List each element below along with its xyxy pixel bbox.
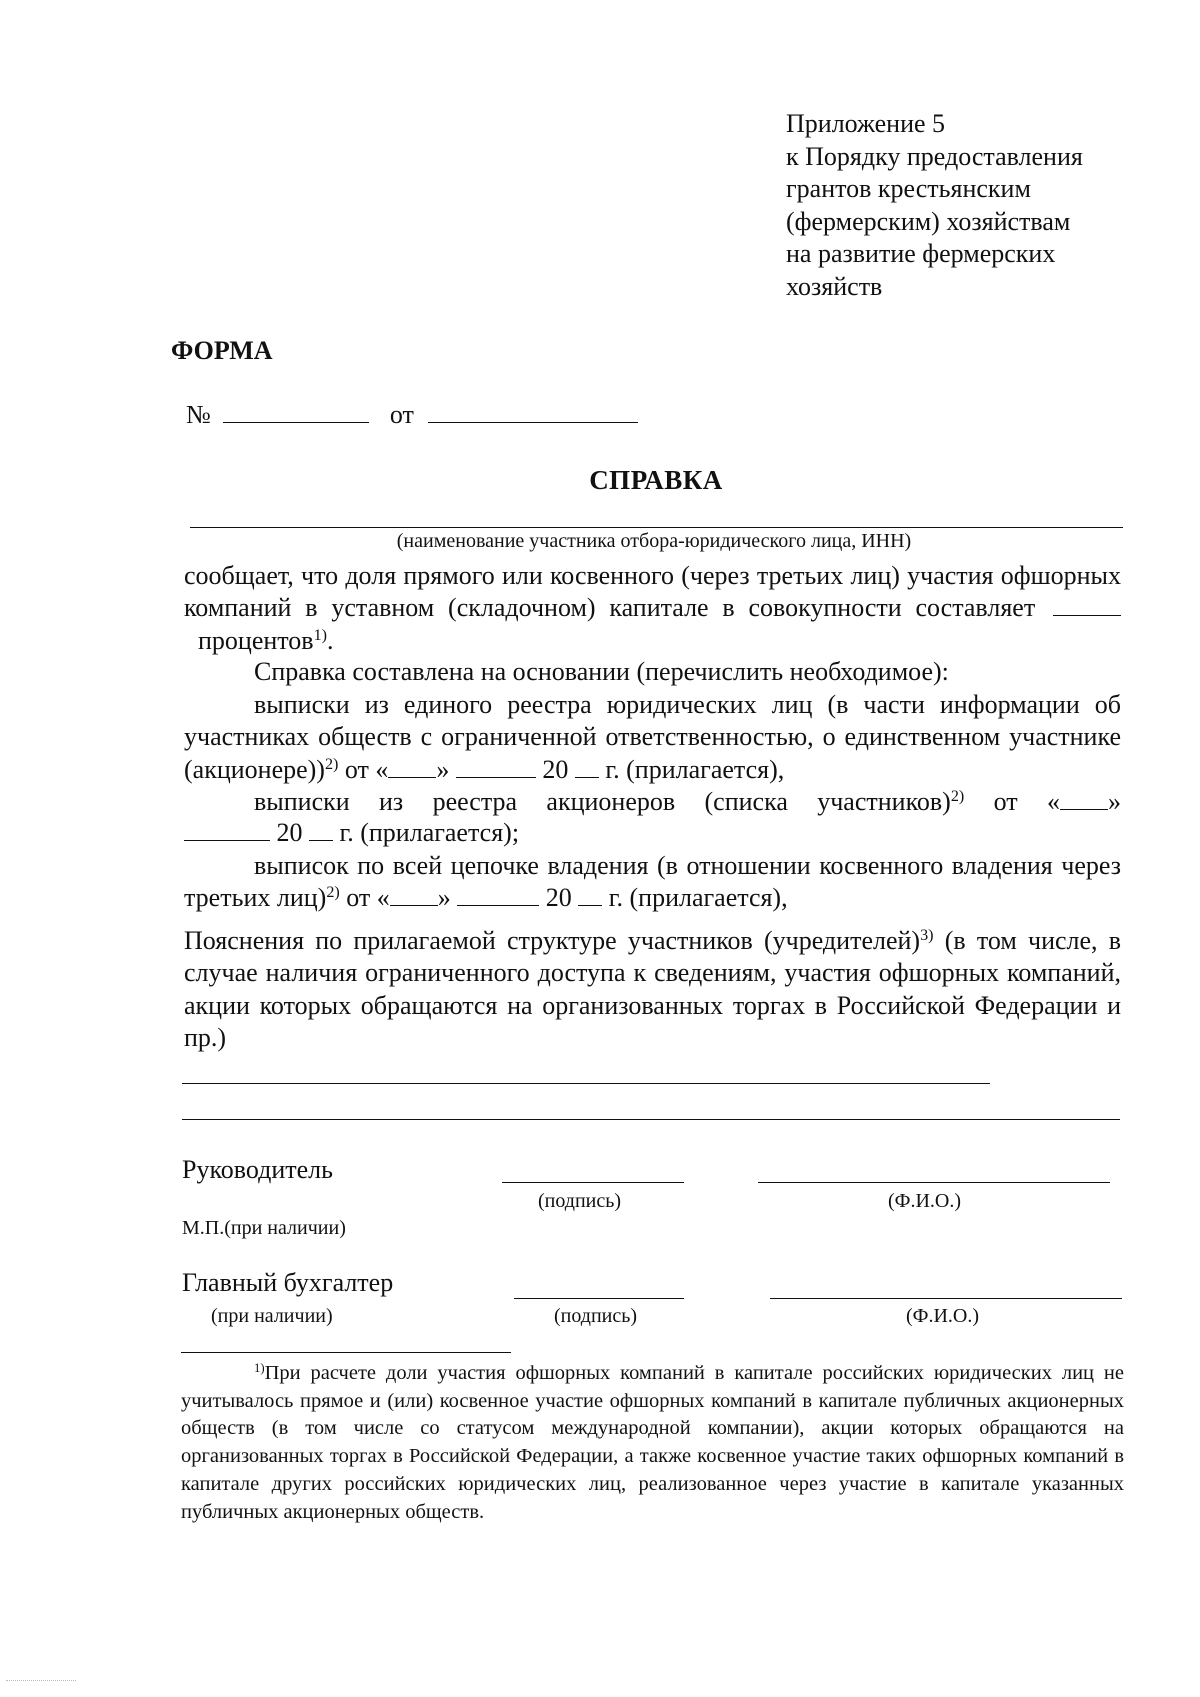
percent-field[interactable]	[1053, 593, 1121, 616]
explanations-field-line-1[interactable]	[182, 1083, 990, 1084]
close-quote: »	[436, 754, 450, 784]
item-2-month-field[interactable]	[184, 818, 270, 841]
year-prefix: 20	[545, 883, 572, 913]
fio-caption: (Ф.И.О.)	[906, 1305, 980, 1327]
item-3	[184, 850, 1121, 915]
signature-caption: (подпись)	[554, 1305, 638, 1327]
from-quote: от «	[993, 787, 1061, 816]
item-2	[184, 786, 1121, 818]
item-1-text: выписки из единого реестра юридических лиц (в части информации об участниках обществ с ограниченной ответственностью, о единственном участнике (акционере))	[184, 690, 1121, 784]
attached-label: г. (прилагается),	[608, 883, 788, 913]
footnote-ref-2: 2)	[324, 755, 339, 773]
year-prefix: 20	[542, 754, 569, 784]
item-2-date	[184, 818, 519, 848]
basis-heading: Справка составлена на основании (перечислить необходимое):	[254, 657, 949, 686]
year-prefix: 20	[276, 818, 303, 848]
annex-line: хозяйств	[786, 271, 883, 301]
participant-caption: (наименование участника отбора-юридического лица, ИНН)	[396, 530, 912, 552]
document-date-field[interactable]	[428, 400, 638, 423]
period: .	[327, 625, 334, 655]
head-label: Руководитель	[182, 1155, 333, 1184]
seal-label: М.П.(при наличии)	[182, 1217, 346, 1239]
close-quote: »	[437, 883, 451, 913]
document-number-field[interactable]	[223, 400, 369, 423]
date-from-label: от	[389, 400, 414, 430]
if-any-label: (при наличии)	[211, 1305, 333, 1327]
document-title: СПРАВКА	[589, 465, 723, 495]
explanations-field-line-2[interactable]	[182, 1119, 1120, 1120]
scan-artifact	[6, 1680, 76, 1681]
item-2-text: выписки из реестра акционеров (списка участников)	[254, 787, 951, 816]
explanations-text: Пояснения по прилагаемой структуре участников (учредителей)	[184, 926, 921, 955]
footnote-ref-2: 2)	[326, 884, 340, 902]
footnote-mark: 1)	[254, 1361, 265, 1376]
item-3-year-field[interactable]	[578, 883, 602, 906]
annex-line: грантов крестьянским	[786, 174, 1031, 203]
share-text: сообщает, что доля прямого или косвенного (через третьих лиц) участия офшорных компаний в уставном (складочном) капитале в совокупности составляет	[184, 561, 1121, 623]
head-signature-field[interactable]	[502, 1182, 684, 1183]
number-sign: №	[186, 400, 211, 430]
annex-line: на развитие фермерских	[786, 239, 1056, 268]
footnote	[181, 1360, 1124, 1526]
item-3-day-field[interactable]	[390, 883, 438, 906]
percent-label: процентов	[198, 625, 314, 655]
signature-caption: (подпись)	[538, 1190, 622, 1212]
fio-caption: (Ф.И.О.)	[888, 1190, 962, 1212]
head-fio-field[interactable]	[758, 1182, 1110, 1183]
from-quote: от «	[344, 754, 389, 784]
attached-label: г. (прилагается),	[605, 754, 785, 784]
explanations-paragraph	[184, 925, 1121, 1054]
attached-label: г. (прилагается);	[339, 818, 520, 848]
footnote-ref-1: 1)	[313, 626, 327, 644]
accountant-label: Главный бухгалтер	[182, 1268, 394, 1297]
from-quote: от «	[346, 883, 390, 913]
item-1-year-field[interactable]	[575, 755, 599, 778]
annex-line: (фермерским) хозяйствам	[786, 206, 1071, 236]
annex-header	[786, 108, 1083, 303]
close-quote: »	[1108, 787, 1122, 816]
accountant-signature-field[interactable]	[514, 1298, 684, 1299]
annex-line: к Порядку предоставления	[786, 141, 1083, 171]
item-2-day-field[interactable]	[1060, 787, 1108, 810]
item-2-year-field[interactable]	[309, 818, 333, 841]
accountant-fio-field[interactable]	[770, 1298, 1122, 1299]
number-date-row	[186, 400, 638, 430]
share-paragraph	[184, 560, 1121, 657]
item-3-text: выписок по всей цепочке владения (в отношении косвенного владения через третьих лиц)	[184, 851, 1121, 913]
annex-line: Приложение 5	[786, 109, 946, 138]
explanations-rest: (в том числе, в случае наличия ограниченного доступа к сведениям, участия офшорных компаний, акции которых обращаются на организованных торгах в Российской Федерации и пр.)	[184, 926, 1122, 1052]
item-1-day-field[interactable]	[388, 755, 436, 778]
statement-text	[184, 560, 1121, 657]
item-3-month-field[interactable]	[457, 883, 539, 906]
footnote-text: При расчете доли участия офшорных компаний в капитале российских юридических лиц не учитывалось прямое и (или) косвенное участие офшорных компаний в капитале публичных акционерных обществ (в том числе со статусом международной компании), акции которых обращаются на организованных торгах в Российской Федерации, а также косвенное участие таких офшорных компаний в капитале других российских юридических лиц, реализованное через участие в капитале указанных публичных акционерных обществ.	[181, 1362, 1124, 1523]
item-1	[184, 689, 1121, 786]
form-label: ФОРМА	[171, 336, 273, 365]
footnote-separator	[181, 1352, 511, 1353]
item-1-month-field[interactable]	[456, 755, 536, 778]
footnote-ref-2: 2)	[950, 788, 965, 806]
footnote-ref-3: 3)	[920, 927, 934, 945]
participant-name-field[interactable]	[190, 527, 1123, 528]
